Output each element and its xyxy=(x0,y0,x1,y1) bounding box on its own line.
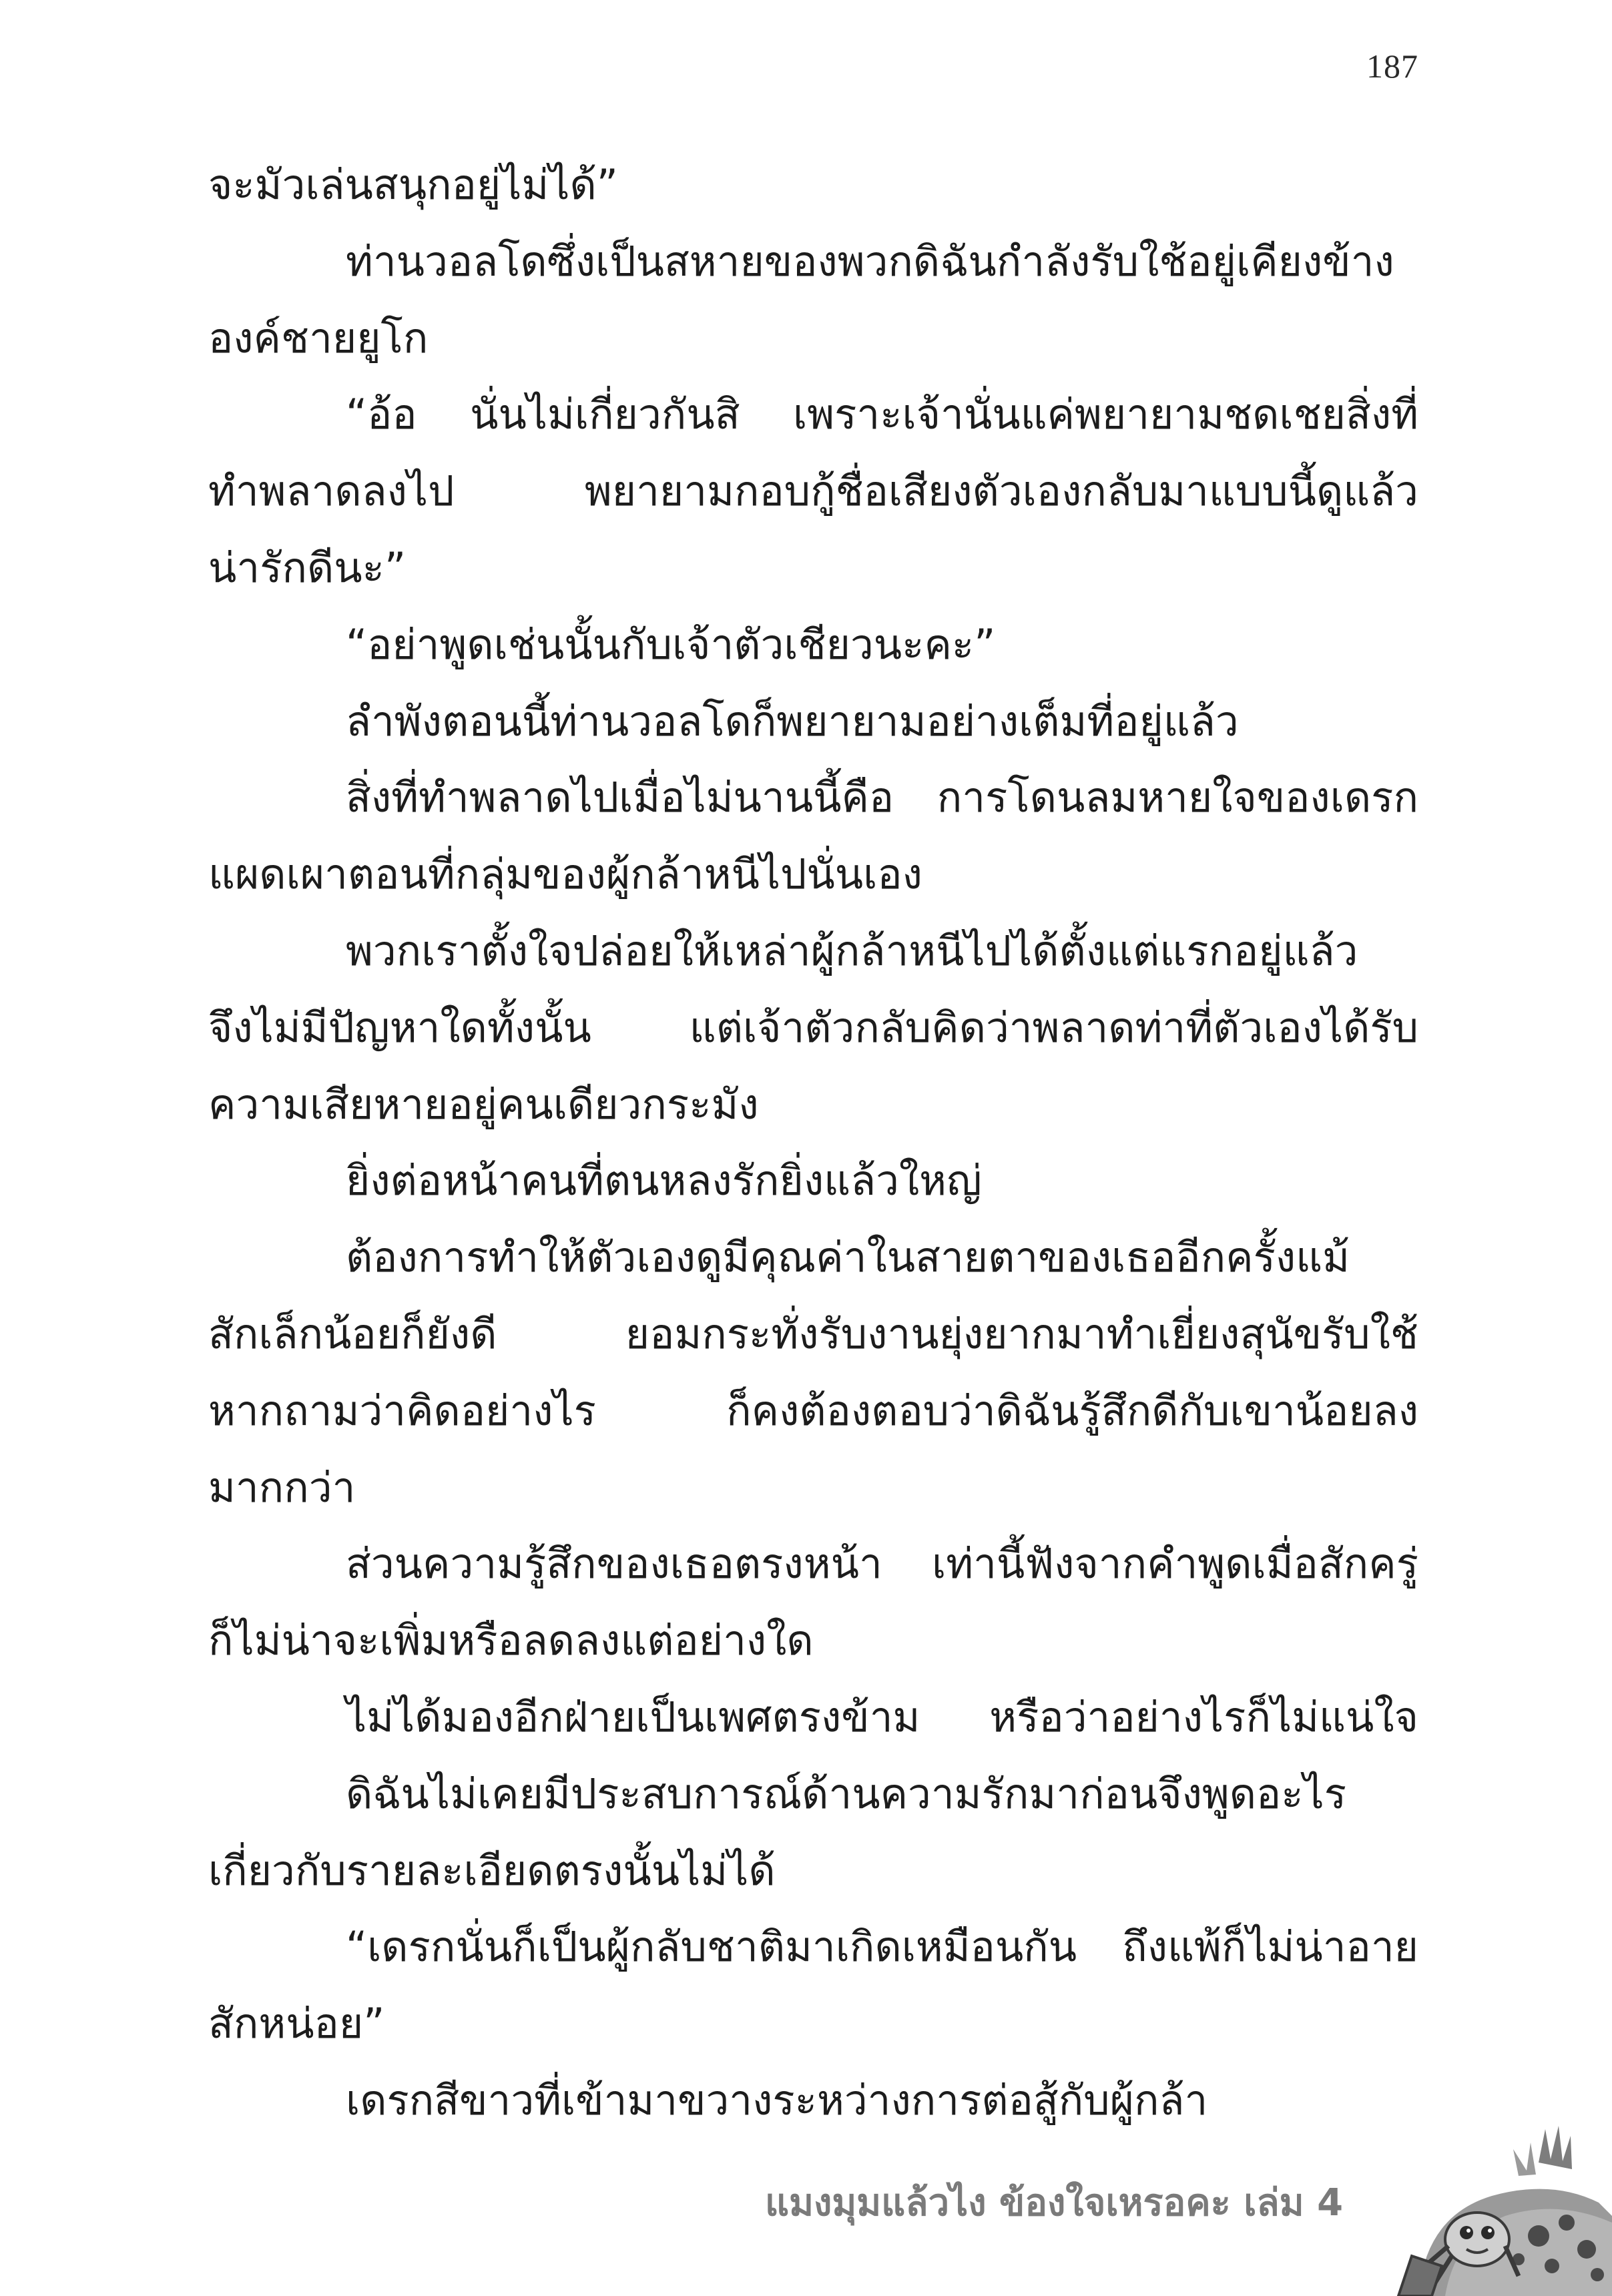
text-line: ส่วนความรู้สึกของเธอตรงหน้า เท่านี้ฟังจากคำพูดเมื่อสักครู่ xyxy=(346,1539,1418,1589)
text-line: ทำพลาดลงไป พยายามกอบกู้ชื่อเสียงตัวเองกลับมาแบบนี้ดูแล้ว xyxy=(208,467,1418,516)
text-line: สิ่งที่ทำพลาดไปเมื่อไม่นานนี้คือ การโดนลมหายใจของเดรก xyxy=(346,773,1418,822)
text-line: “อย่าพูดเช่นนั้นกับเจ้าตัวเชียวนะคะ” xyxy=(346,619,996,669)
text-line: จึงไม่มีปัญหาใดทั้งนั้น แต่เจ้าตัวกลับคิดว่าพลาดท่าที่ตัวเองได้รับ xyxy=(208,1002,1418,1052)
text-line: หากถามว่าคิดอย่างไร ก็คงต้องตอบว่าดิฉันรู้สึกดีกับเขาน้อยลง xyxy=(208,1386,1418,1435)
text-line: น่ารักดีนะ” xyxy=(208,543,407,592)
text-line: ดิฉันไม่เคยมีประสบการณ์ด้านความรักมาก่อนจึงพูดอะไร xyxy=(346,1769,1346,1818)
text-line: พวกเราตั้งใจปล่อยให้เหล่าผู้กล้าหนีไปได้ตั้งแต่แรกอยู่แล้ว xyxy=(346,926,1358,975)
text-line: จะมัวเล่นสนุกอยู่ไม่ได้” xyxy=(208,160,618,209)
text-line: “อ้อ นั่นไม่เกี่ยวกันสิ เพราะเจ้านั่นแค่พยายามชดเชยสิ่งที่ xyxy=(346,390,1418,439)
text-line: สักหน่อย” xyxy=(208,1999,385,2048)
text-line: เดรกสีขาวที่เข้ามาขวางระหว่างการต่อสู้กับผู้กล้า xyxy=(346,2075,1208,2124)
text-line: แผดเผาตอนที่กลุ่มของผู้กล้าหนีไปนั่นเอง xyxy=(208,850,922,899)
text-line: ท่านวอลโดซึ่งเป็นสหายของพวกดิฉันกำลังรับใช้อยู่เคียงข้าง xyxy=(346,236,1394,286)
text-line: มากกว่า xyxy=(208,1462,356,1512)
page-number: 187 xyxy=(1366,47,1418,85)
text-line: ยิ่งต่อหน้าคนที่ตนหลงรักยิ่งแล้วใหญ่ xyxy=(346,1156,982,1205)
text-line: เกี่ยวกับรายละเอียดตรงนั้นไม่ได้ xyxy=(208,1845,776,1895)
body-text xyxy=(208,147,1418,2139)
text-line: สักเล็กน้อยก็ยังดี ยอมกระทั่งรับงานยุ่งยากมาทำเยี่ยงสุนัขรับใช้ xyxy=(208,1309,1418,1358)
text-line: ความเสียหายอยู่คนเดียวกระมัง xyxy=(208,1079,759,1129)
text-line: ก็ไม่น่าจะเพิ่มหรือลดลงแต่อย่างใด xyxy=(208,1616,814,1665)
text-line: องค์ชายยูโก xyxy=(208,313,429,362)
spider-mascot-icon xyxy=(1318,2122,1612,2296)
text-line: ไม่ได้มองอีกฝ่ายเป็นเพศตรงข้าม หรือว่าอย่างไรก็ไม่แน่ใจ xyxy=(346,1692,1418,1741)
text-line: ต้องการทำให้ตัวเองดูมีคุณค่าในสายตาของเธออีกครั้งแม้ xyxy=(346,1233,1350,1282)
text-line: ลำพังตอนนี้ท่านวอลโดก็พยายามอย่างเต็มที่อยู่แล้ว xyxy=(346,696,1239,746)
text-line: “เดรกนั่นก็เป็นผู้กลับชาติมาเกิดเหมือนกัน ถึงแพ้ก็ไม่น่าอาย xyxy=(346,1922,1418,1972)
footer-title: แมงมุมแล้วไง ข้องใจเหรอคะ เล่ม 4 xyxy=(765,2181,1344,2225)
